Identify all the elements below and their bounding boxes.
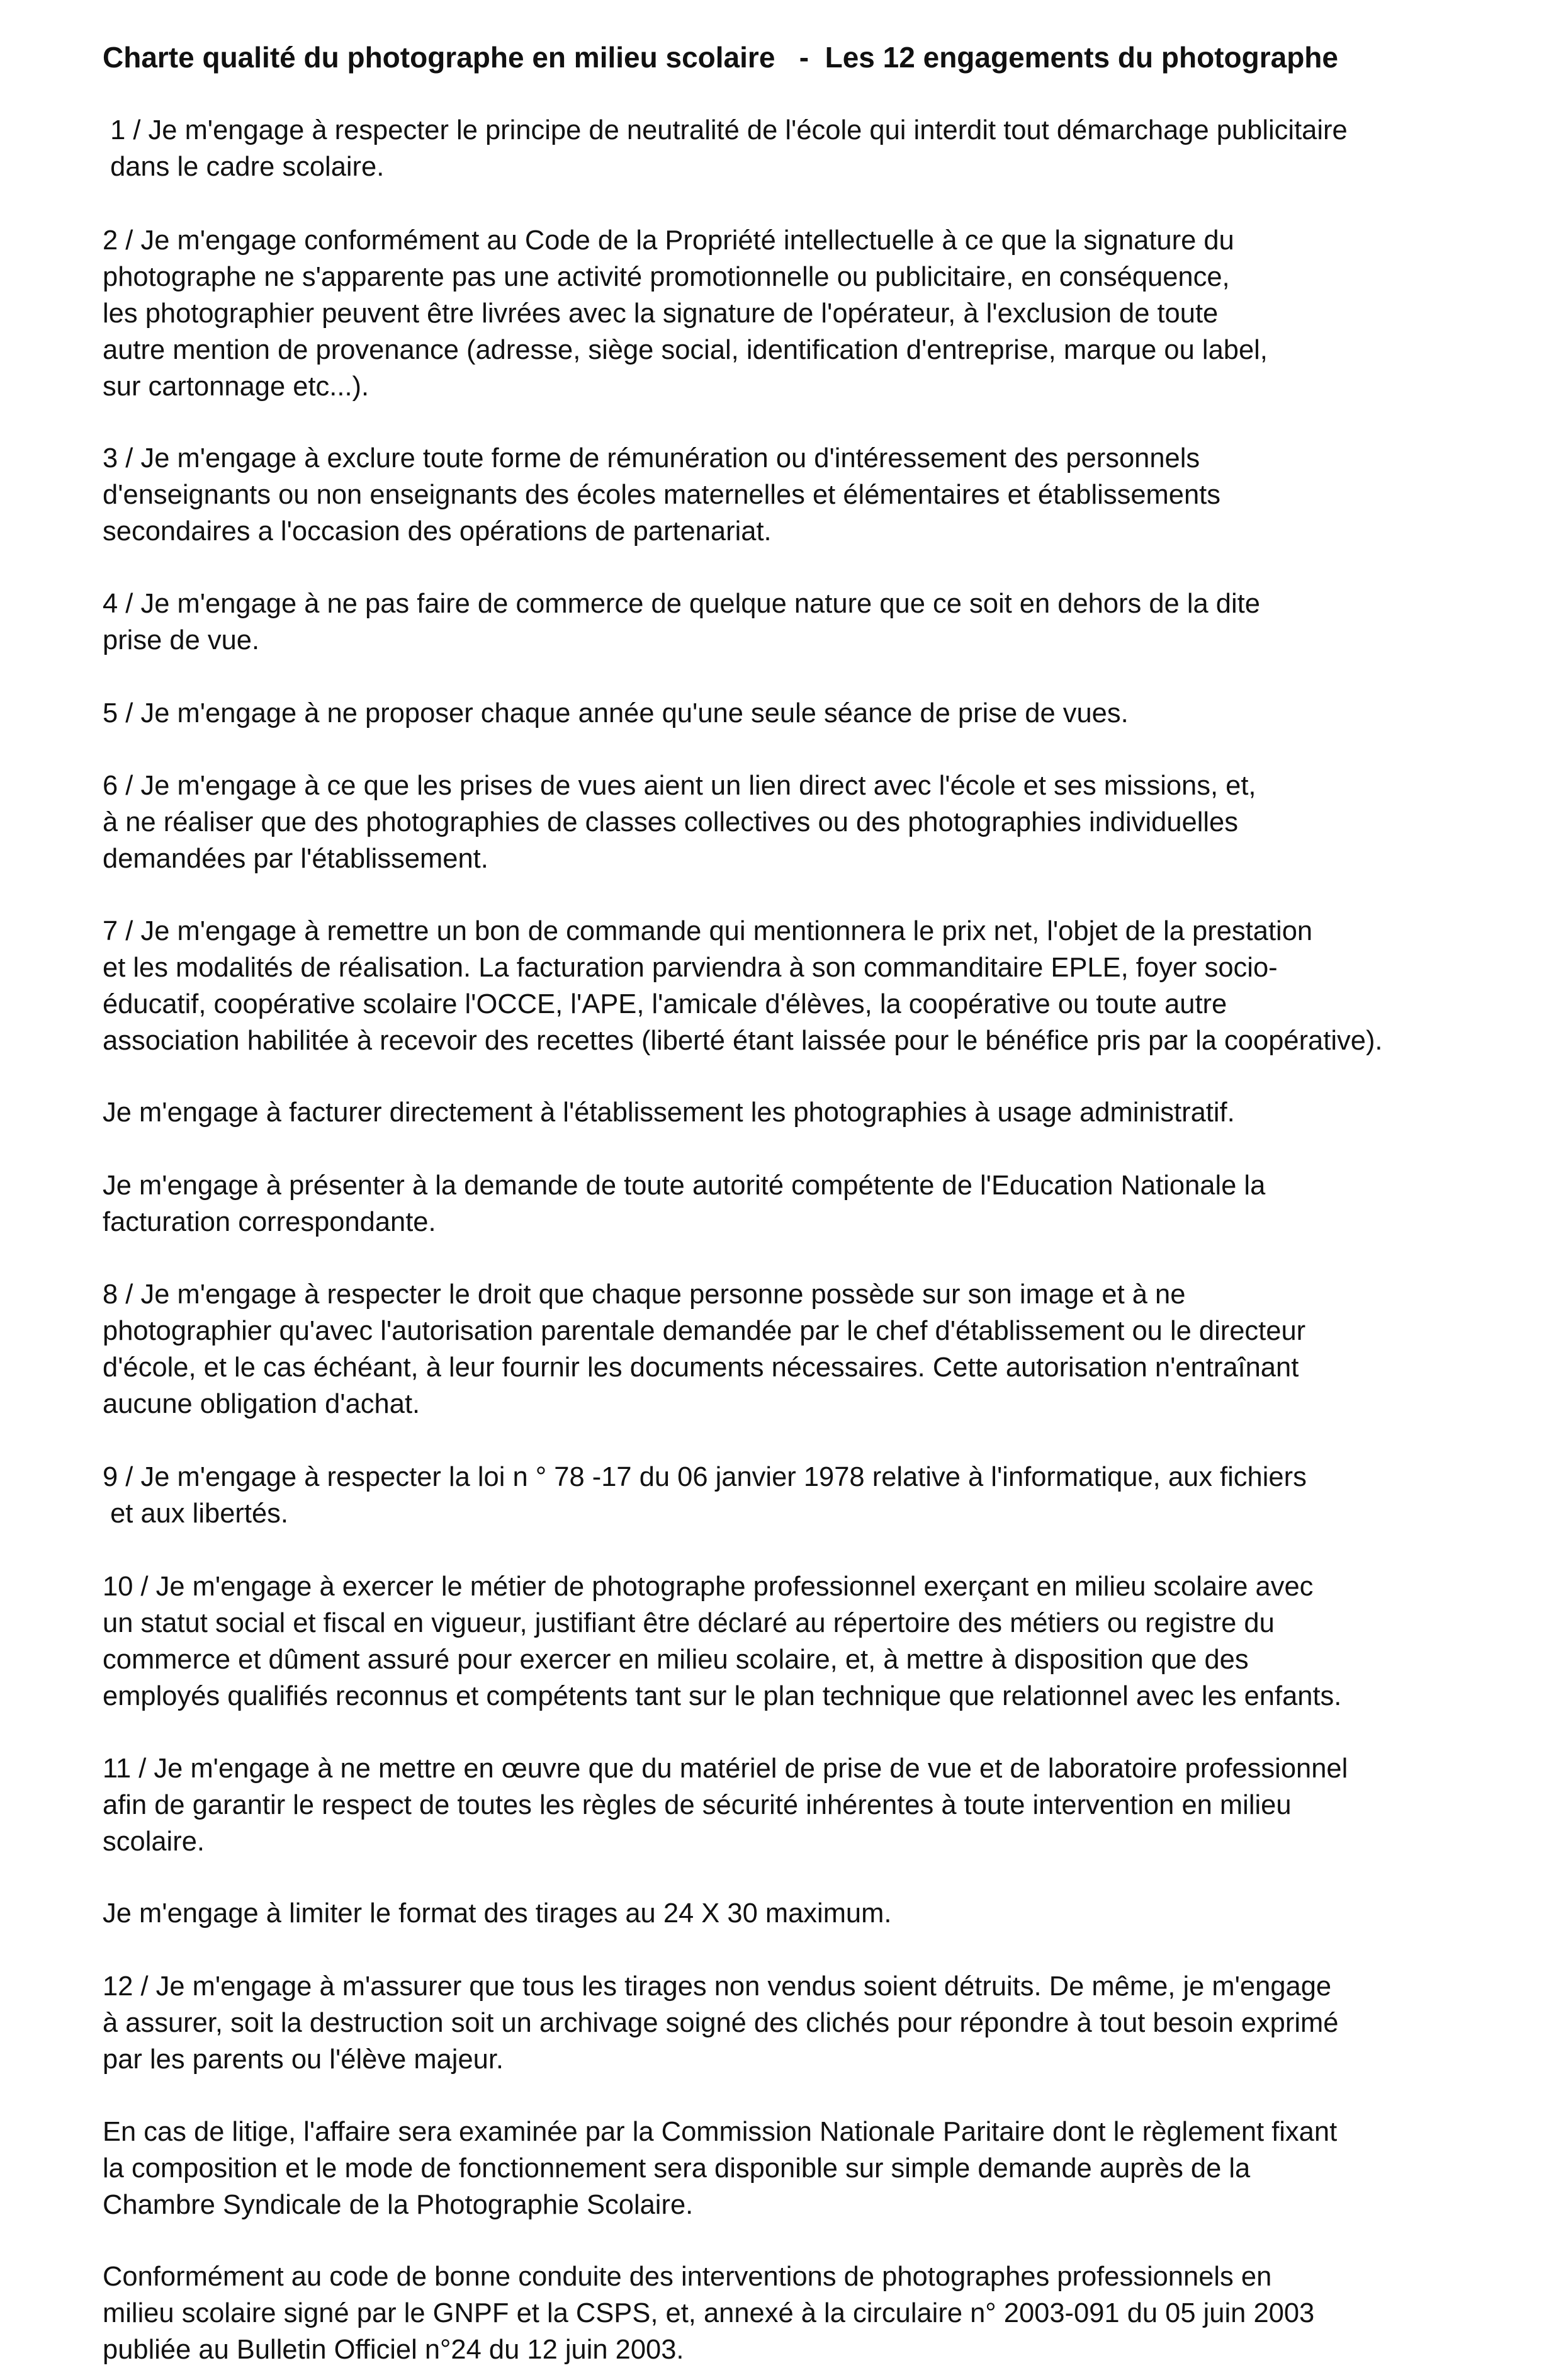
paragraph-line: les photographier peuvent être livrées avec la signature de l'opérateur, à l'exclusion de toute bbox=[103, 298, 1219, 329]
paragraph-line: dans le cadre scolaire. bbox=[103, 152, 385, 182]
paragraph-line: scolaire. bbox=[103, 1827, 205, 1857]
paragraph-line: afin de garantir le respect de toutes les règles de sécurité inhérentes à toute intervention en milieu bbox=[103, 1790, 1292, 1820]
paragraph-line: d'enseignants ou non enseignants des écoles maternelles et élémentaires et établissements bbox=[103, 480, 1220, 510]
paragraph-9 bbox=[103, 1459, 1538, 1532]
paragraph-line: 9 / Je m'engage à respecter la loi n ° 78 -17 du 06 janvier 1978 relative à l'informatique, aux fichiers bbox=[103, 1462, 1307, 1492]
paragraph-line: Chambre Syndicale de la Photographie Scolaire. bbox=[103, 2190, 694, 2220]
paragraph-line: un statut social et fiscal en vigueur, justifiant être déclaré au répertoire des métiers ou registre du bbox=[103, 1608, 1275, 1638]
paragraph-8 bbox=[103, 1276, 1538, 1422]
paragraph-line: employés qualifiés reconnus et compétents tant sur le plan technique que relationnel avec les enfants. bbox=[103, 1681, 1342, 1711]
paragraph-line: publiée au Bulletin Officiel n°24 du 12 juin 2003. bbox=[103, 2335, 684, 2365]
paragraph-line: association habilitée à recevoir des recettes (liberté étant laissée pour le bénéfice pris par la coopérative). bbox=[103, 1026, 1383, 1056]
paragraph-line: photographe ne s'apparente pas une activité promotionnelle ou publicitaire, en conséquence, bbox=[103, 262, 1230, 292]
paragraph-line: demandées par l'établissement. bbox=[103, 844, 488, 874]
paragraph-line: 12 / Je m'engage à m'assurer que tous les tirages non vendus soient détruits. De même, je m'engage bbox=[103, 1971, 1332, 2002]
paragraph-line: d'école, et le cas échéant, à leur fournir les documents nécessaires. Cette autorisation n'entraînant bbox=[103, 1352, 1299, 1383]
paragraph-line: secondaires a l'occasion des opérations de partenariat. bbox=[103, 516, 772, 547]
paragraph-line: à ne réaliser que des photographies de classes collectives ou des photographies individuelles bbox=[103, 807, 1238, 837]
paragraph-4 bbox=[103, 586, 1538, 659]
paragraph-line: 1 / Je m'engage à respecter le principe de neutralité de l'école qui interdit tout démarchage publicitaire bbox=[103, 115, 1348, 145]
paragraph-line: 6 / Je m'engage à ce que les prises de vues aient un lien direct avec l'école et ses missions, et, bbox=[103, 771, 1256, 801]
paragraph-line: commerce et dûment assuré pour exercer en milieu scolaire, et, à mettre à disposition que des bbox=[103, 1645, 1249, 1675]
paragraph-line: milieu scolaire signé par le GNPF et la CSPS, et, annexé à la circulaire n° 2003-091 du 05 juin 2003 bbox=[103, 2298, 1315, 2328]
paragraph-14 bbox=[103, 2258, 1538, 2368]
paragraph-7 bbox=[103, 913, 1538, 1059]
paragraph-line: 2 / Je m'engage conformément au Code de la Propriété intellectuelle à ce que la signature du bbox=[103, 225, 1234, 256]
paragraph-line: et les modalités de réalisation. La facturation parviendra à son commanditaire EPLE, foyer socio- bbox=[103, 953, 1278, 983]
paragraph-line: 5 / Je m'engage à ne proposer chaque année qu'une seule séance de prise de vues. bbox=[103, 698, 1129, 728]
paragraph-7c bbox=[103, 1167, 1538, 1240]
paragraph-12 bbox=[103, 1968, 1538, 2078]
paragraph-2 bbox=[103, 222, 1538, 405]
paragraph-11b bbox=[103, 1895, 1538, 1932]
paragraph-line: et aux libertés. bbox=[103, 1499, 288, 1529]
paragraph-11 bbox=[103, 1750, 1538, 1860]
paragraph-line: prise de vue. bbox=[103, 625, 260, 655]
paragraph-line: par les parents ou l'élève majeur. bbox=[103, 2044, 504, 2075]
paragraph-line: à assurer, soit la destruction soit un archivage soigné des clichés pour répondre à tout besoin exprimé bbox=[103, 2008, 1339, 2038]
paragraph-6 bbox=[103, 768, 1538, 877]
paragraph-5 bbox=[103, 695, 1538, 732]
paragraph-line: sur cartonnage etc...). bbox=[103, 371, 369, 402]
paragraph-7b bbox=[103, 1094, 1538, 1131]
paragraph-line: Conformément au code de bonne conduite des interventions de photographes professionnels en bbox=[103, 2262, 1272, 2292]
paragraph-line: aucune obligation d'achat. bbox=[103, 1389, 420, 1419]
paragraph-line: Je m'engage à présenter à la demande de toute autorité compétente de l'Education Nationale la bbox=[103, 1170, 1266, 1201]
paragraph-line: 8 / Je m'engage à respecter le droit que chaque personne possède sur son image et à ne bbox=[103, 1279, 1186, 1310]
paragraph-13 bbox=[103, 2114, 1538, 2223]
paragraph-line: éducatif, coopérative scolaire l'OCCE, l'APE, l'amicale d'élèves, la coopérative ou toute autre bbox=[103, 989, 1227, 1019]
paragraph-line: 4 / Je m'engage à ne pas faire de commerce de quelque nature que ce soit en dehors de la dite bbox=[103, 589, 1260, 619]
paragraph-line: photographier qu'avec l'autorisation parentale demandée par le chef d'établissement ou le directeur bbox=[103, 1316, 1306, 1346]
paragraph-line: la composition et le mode de fonctionnement sera disponible sur simple demande auprès de la bbox=[103, 2153, 1251, 2184]
paragraph-line: facturation correspondante. bbox=[103, 1207, 436, 1237]
paragraph-10 bbox=[103, 1568, 1538, 1714]
paragraph-3 bbox=[103, 440, 1538, 550]
paragraph-line: 7 / Je m'engage à remettre un bon de commande qui mentionnera le prix net, l'objet de la prestation bbox=[103, 916, 1313, 946]
paragraph-line: Je m'engage à facturer directement à l'établissement les photographies à usage administratif. bbox=[103, 1097, 1235, 1128]
paragraph-line: 11 / Je m'engage à ne mettre en œuvre que du matériel de prise de vue et de laboratoire professionnel bbox=[103, 1754, 1348, 1784]
paragraph-line: 3 / Je m'engage à exclure toute forme de rémunération ou d'intéressement des personnels bbox=[103, 443, 1200, 473]
paragraph-line: Je m'engage à limiter le format des tirages au 24 X 30 maximum. bbox=[103, 1898, 892, 1929]
paragraph-line: En cas de litige, l'affaire sera examinée par la Commission Nationale Paritaire dont le règlement fixant bbox=[103, 2117, 1338, 2147]
paragraph-line: autre mention de provenance (adresse, siège social, identification d'entreprise, marque ou label, bbox=[103, 335, 1268, 365]
document-title: Charte qualité du photographe en milieu scolaire - Les 12 engagements du photographe bbox=[103, 41, 1338, 74]
paragraph-line: 10 / Je m'engage à exercer le métier de photographe professionnel exerçant en milieu scolaire avec bbox=[103, 1572, 1314, 1602]
paragraph-1 bbox=[103, 112, 1538, 185]
